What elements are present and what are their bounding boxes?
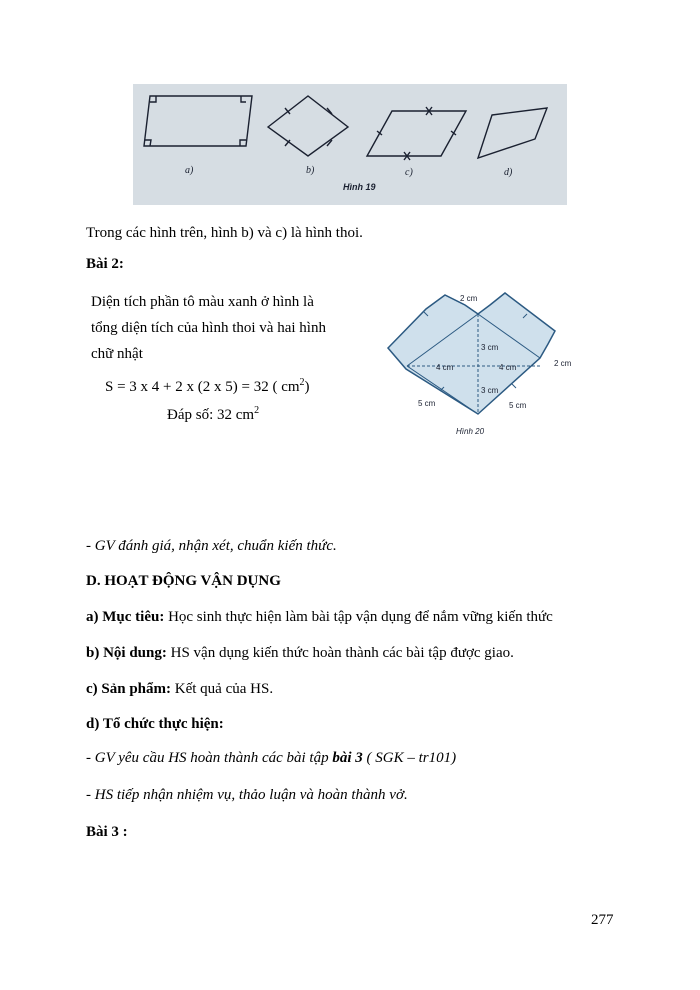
bai-2-text bbox=[91, 289, 326, 367]
figure-20-label-bottom-right: 5 cm bbox=[509, 401, 527, 410]
figure-20-label-top: 2 cm bbox=[460, 294, 478, 303]
bai-2-text-line: chữ nhật bbox=[91, 346, 143, 362]
bai-2-text-line: tổng diện tích của hình thoi và hai hình bbox=[91, 320, 326, 336]
figure-19-caption: Hình 19 bbox=[343, 182, 376, 192]
bai-2-text-line: Diện tích phần tô màu xanh ở hình là bbox=[91, 294, 314, 310]
statement-rhombus: Trong các hình trên, hình b) và c) là hình thoi. bbox=[86, 225, 363, 241]
figure-20-shape bbox=[388, 293, 555, 414]
task-receive: - HS tiếp nhận nhiệm vụ, thảo luận và hoàn thành vở. bbox=[86, 787, 408, 803]
figure-20-label-upper-half: 3 cm bbox=[481, 343, 499, 352]
bai-2-answer: Đáp số: 32 $cm^2$ bbox=[167, 405, 260, 423]
product-line: c) Sản phẩm: Kết quả của HS. bbox=[86, 681, 274, 697]
bai-2-heading: Bài 2: bbox=[86, 256, 124, 272]
figure-20-label-right-half: 4 cm bbox=[499, 363, 517, 372]
implementation-heading: d) Tổ chức thực hiện: bbox=[86, 716, 224, 732]
figure-20-label-lower-half: 3 cm bbox=[481, 386, 499, 395]
task-assign: - GV yêu cầu HS hoàn thành các bài tập bài 3 ( SGK – tr101) bbox=[86, 750, 457, 766]
figure-19-label-b: b) bbox=[306, 165, 315, 176]
figure-20-label-bottom-left: 5 cm bbox=[418, 399, 436, 408]
figure-20-label-left-half: 4 cm bbox=[436, 363, 454, 372]
figure-20 bbox=[380, 288, 580, 438]
figure-19-label-a: a) bbox=[185, 165, 194, 176]
figure-19-label-c: c) bbox=[405, 167, 413, 178]
page-number: 277 bbox=[591, 912, 614, 928]
gv-assess: - GV đánh giá, nhận xét, chuẩn kiến thức. bbox=[86, 538, 337, 554]
content-line: b) Nội dung: HS vận dụng kiến thức hoàn thành các bài tập được giao. bbox=[86, 645, 514, 661]
bai-3-heading: Bài 3 : bbox=[86, 824, 128, 840]
figure-20-caption: Hình 20 bbox=[456, 427, 485, 436]
figure-20-label-right: 2 cm bbox=[554, 359, 572, 368]
objective-line: a) Mục tiêu: Học sinh thực hiện làm bài tập vận dụng để nắm vững kiến thức bbox=[86, 609, 553, 625]
figure-19-label-d: d) bbox=[504, 167, 513, 178]
bai-2-formula: S = 3 x 4 + 2 x (2 x 5) = 32 ( $cm^2$) bbox=[105, 377, 310, 395]
section-d-title: D. HOẠT ĐỘNG VẬN DỤNG bbox=[86, 573, 281, 589]
figure-19 bbox=[133, 84, 567, 205]
